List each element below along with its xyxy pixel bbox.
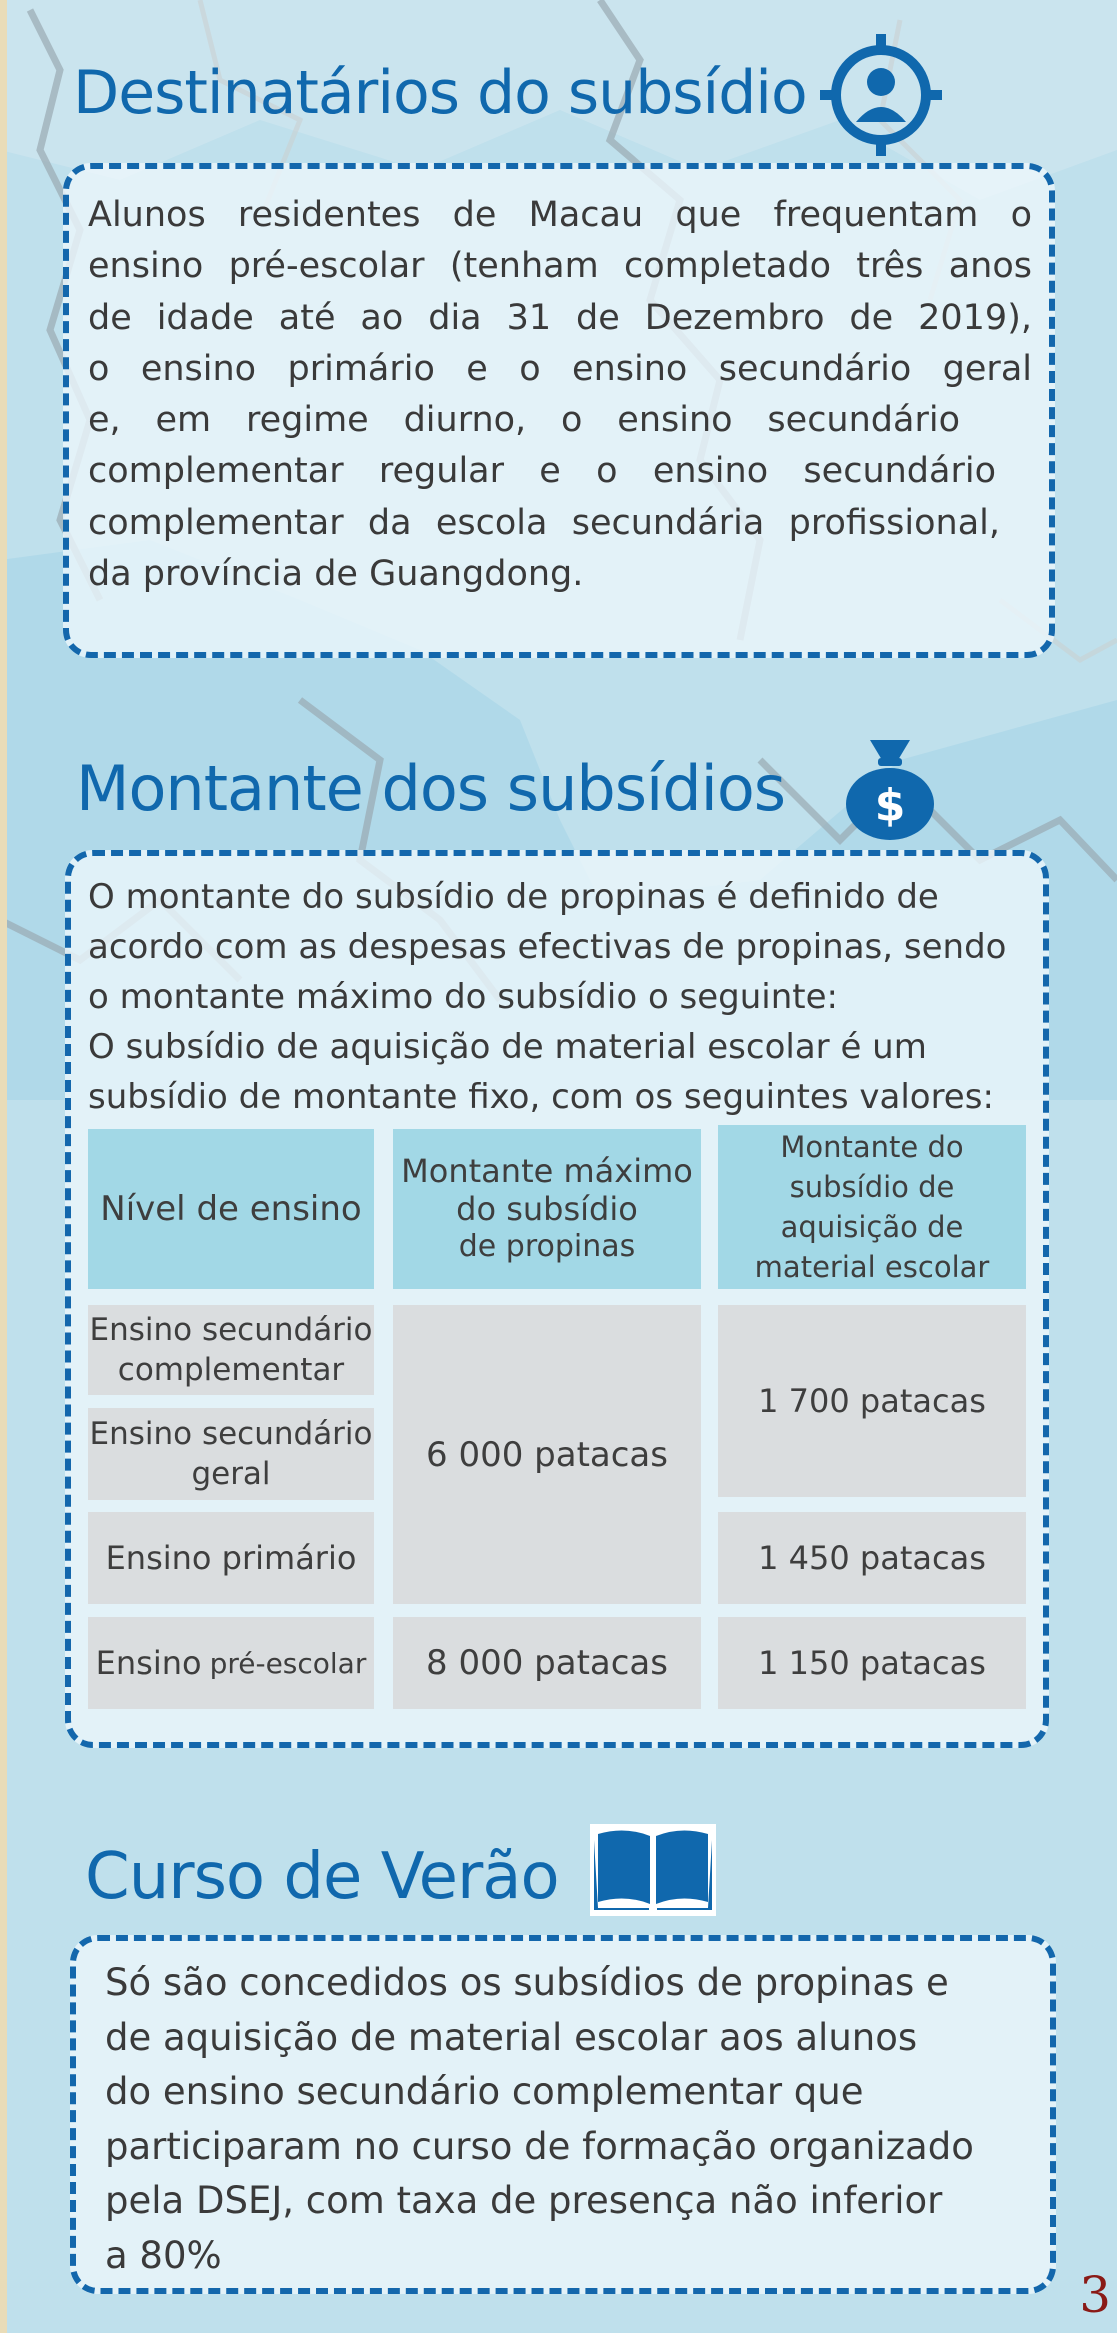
header-tuition: [393, 1129, 701, 1289]
amounts-line: o montante máximo do subsídio o seguinte:: [88, 977, 839, 1017]
recipients-line: da província de Guangdong.: [88, 554, 584, 595]
material-value: 1 150 patacas: [758, 1644, 986, 1682]
recipients-line: de idade até ao dia 31 de Dezembro de 2019),: [88, 297, 1032, 338]
level-text: Ensino secundário: [89, 1312, 373, 1348]
level-cell-primario: [88, 1512, 374, 1604]
material-value: 1 450 patacas: [758, 1539, 986, 1577]
header-level-text: Nível de ensino: [100, 1189, 362, 1229]
recipients-line: complementar da escola secundária profissional,: [88, 502, 1000, 543]
material-value: 1 700 patacas: [758, 1382, 986, 1420]
open-book-icon: [590, 1824, 716, 1916]
summer-course-line: pela DSEJ, com taxa de presença não inferior: [105, 2179, 943, 2222]
header-material-text: subsídio de: [789, 1170, 955, 1204]
recipients-line: e, em regime diurno, o ensino secundário: [88, 400, 960, 441]
section-title-recipients: Destinatários do subsídio: [73, 58, 807, 128]
header-material-text: material escolar: [754, 1250, 990, 1284]
level-text: Ensino: [95, 1644, 202, 1682]
section-title-amounts: Montante dos subsídios: [76, 752, 786, 825]
svg-text:$: $: [874, 780, 906, 831]
header-material-text: aquisição de: [780, 1210, 964, 1244]
recipients-text: [88, 190, 1032, 600]
amounts-line: O montante do subsídio de propinas é definido de: [88, 877, 939, 917]
level-text: geral: [191, 1456, 271, 1492]
summer-course-line: a 80%: [105, 2233, 222, 2277]
recipients-line: o ensino primário e o ensino secundário geral: [88, 348, 1032, 389]
level-cell-geral: [88, 1408, 374, 1500]
material-cell-primary: [718, 1512, 1026, 1604]
level-text: complementar: [117, 1352, 345, 1388]
header-material-text: Montante do: [780, 1130, 964, 1164]
summer-course-line: Só são concedidos os subsídios de propinas e: [105, 1961, 949, 2004]
level-cell-pre-escolar: [88, 1617, 374, 1709]
material-cell-secondary: [718, 1305, 1026, 1497]
tuition-value: 6 000 patacas: [426, 1434, 668, 1475]
header-tuition-text: do subsídio: [456, 1190, 638, 1228]
summer-course-line: participaram no curso de formação organizado: [105, 2124, 974, 2168]
material-cell-pre-school: [718, 1617, 1026, 1709]
level-text: Ensino secundário: [89, 1416, 373, 1452]
header-material: [718, 1125, 1026, 1289]
summer-course-line: do ensino secundário complementar que: [105, 2070, 864, 2113]
tuition-cell-pre-school: [393, 1617, 701, 1709]
header-tuition-text: Montante máximo: [401, 1152, 693, 1190]
amounts-text: [88, 872, 1028, 1122]
amounts-line: subsídio de montante fixo, com os seguintes valores:: [88, 1077, 994, 1117]
level-text: Ensino primário: [105, 1539, 357, 1577]
level-text: pré-escolar: [209, 1646, 367, 1680]
recipients-line: complementar regular e o ensino secundário: [88, 451, 996, 492]
money-bag-icon: [840, 732, 940, 842]
level-cell-complementar: [88, 1305, 374, 1395]
page-number: 3: [1079, 2266, 1111, 2324]
target-person-icon: [816, 30, 946, 160]
recipients-line: Alunos residentes de Macau que frequentam o: [88, 195, 1032, 235]
section-title-summer-course: Curso de Verão: [85, 1840, 559, 1914]
summer-course-line: de aquisição de material escolar aos alunos: [105, 2015, 918, 2059]
amounts-line: O subsídio de aquisição de material escolar é um: [88, 1027, 927, 1067]
left-edge-strip: [0, 0, 7, 2333]
header-tuition-text: de propinas: [458, 1229, 636, 1264]
summer-course-text: [105, 1956, 1045, 2283]
tuition-cell-secondary-primary: [393, 1305, 701, 1604]
recipients-line: ensino pré-escolar (tenham completado três anos: [88, 246, 1032, 287]
tuition-value: 8 000 patacas: [426, 1643, 668, 1683]
header-level: [88, 1129, 374, 1289]
amounts-line: acordo com as despesas efectivas de propinas, sendo: [88, 927, 1007, 967]
